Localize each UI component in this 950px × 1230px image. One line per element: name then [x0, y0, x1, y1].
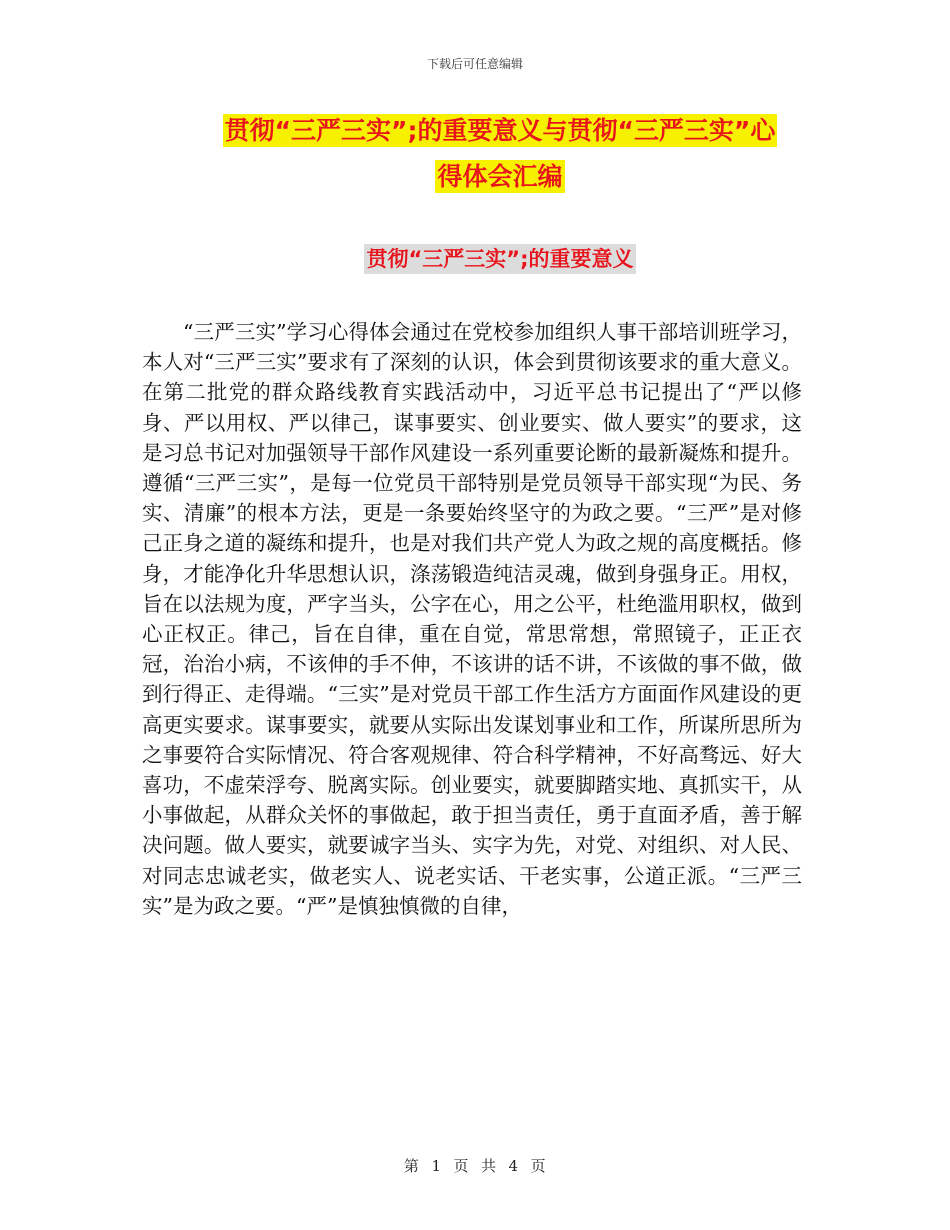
header-note: 下载后可任意编辑 [426, 57, 523, 71]
footer-label-di: 第 [403, 1157, 420, 1175]
footer-label-ye2: 页 [530, 1157, 547, 1175]
footer-label-ye: 页 [453, 1157, 469, 1175]
section-title-text: 贯彻“三严三实”;的重要意义 [364, 244, 635, 274]
body-paragraph: “三严三实”学习心得体会通过在党校参加组织人事干部培训班学习，本人对“三严三实”要求有了深刻的认识，体会到贯彻该要求的重大意义。在第二批党的群众路线教育实践活动中，习近平总书记提出了“严以修身、严以用权、严以律己，谋事要实、创业要实、做人要实”的要求，这是习总书记对加强领导干部作风建设一系列重要论断的最新凝炼和提升。遵循“三严三实”，是每一位党员干部特别是党员领导干部实现“为民、务实、清廉”的根本方法，更是一条要始终坚守的为政之要。“三严”是对修己正身之道的凝练和提升，也是对我们共产党人为政之规的高度概括。修身，才能净化升华思想认识，涤荡锻造纯洁灵魂，做到身强身正。用权，旨在以法规为度，严字当头，公字在心，用之公平，杜绝滥用职权，做到心正权正。律己，旨在自律，重在自觉，常思常想，常照镜子，正正衣冠，治治小病，不该伸的手不伸，不该讲的话不讲，不该做的事不做，做到行得正、走得端。“三实”是对党员干部工作生活方方面面作风建设的更高更实要求。谋事要实，就要从实际出发谋划事业和工作，所谋所思所为之事要符合实际情况、符合客观规律、符合科学精神，不好高骛远、好大喜功，不虚荣浮夸、脱离实际。创业要实，就要脚踏实地、真抓实干，从小事做起，从群众关怀的事做起，敢于担当责任，勇于直面矛盾，善于解决问题。做人要实，就要诚字当头、实字为先，对党、对组织、对人民、对同志忠诚老实，做老实人、说老实话、干老实事，公道正派。“三严三实”是为政之要。“严”是慎独慎微的自律， [142, 320, 802, 918]
title-line-2: 得体会汇编 [437, 162, 563, 191]
title-line-1: 贯彻“三严三实”;的重要意义与贯彻“三严三实”心 [224, 116, 776, 145]
section-title [0, 243, 950, 273]
page-footer [0, 1155, 950, 1176]
footer-label-gong: 共 [481, 1157, 497, 1175]
footer-page-total: 4 [508, 1157, 519, 1175]
document-title [150, 108, 850, 200]
footer-page-current: 1 [431, 1157, 442, 1175]
